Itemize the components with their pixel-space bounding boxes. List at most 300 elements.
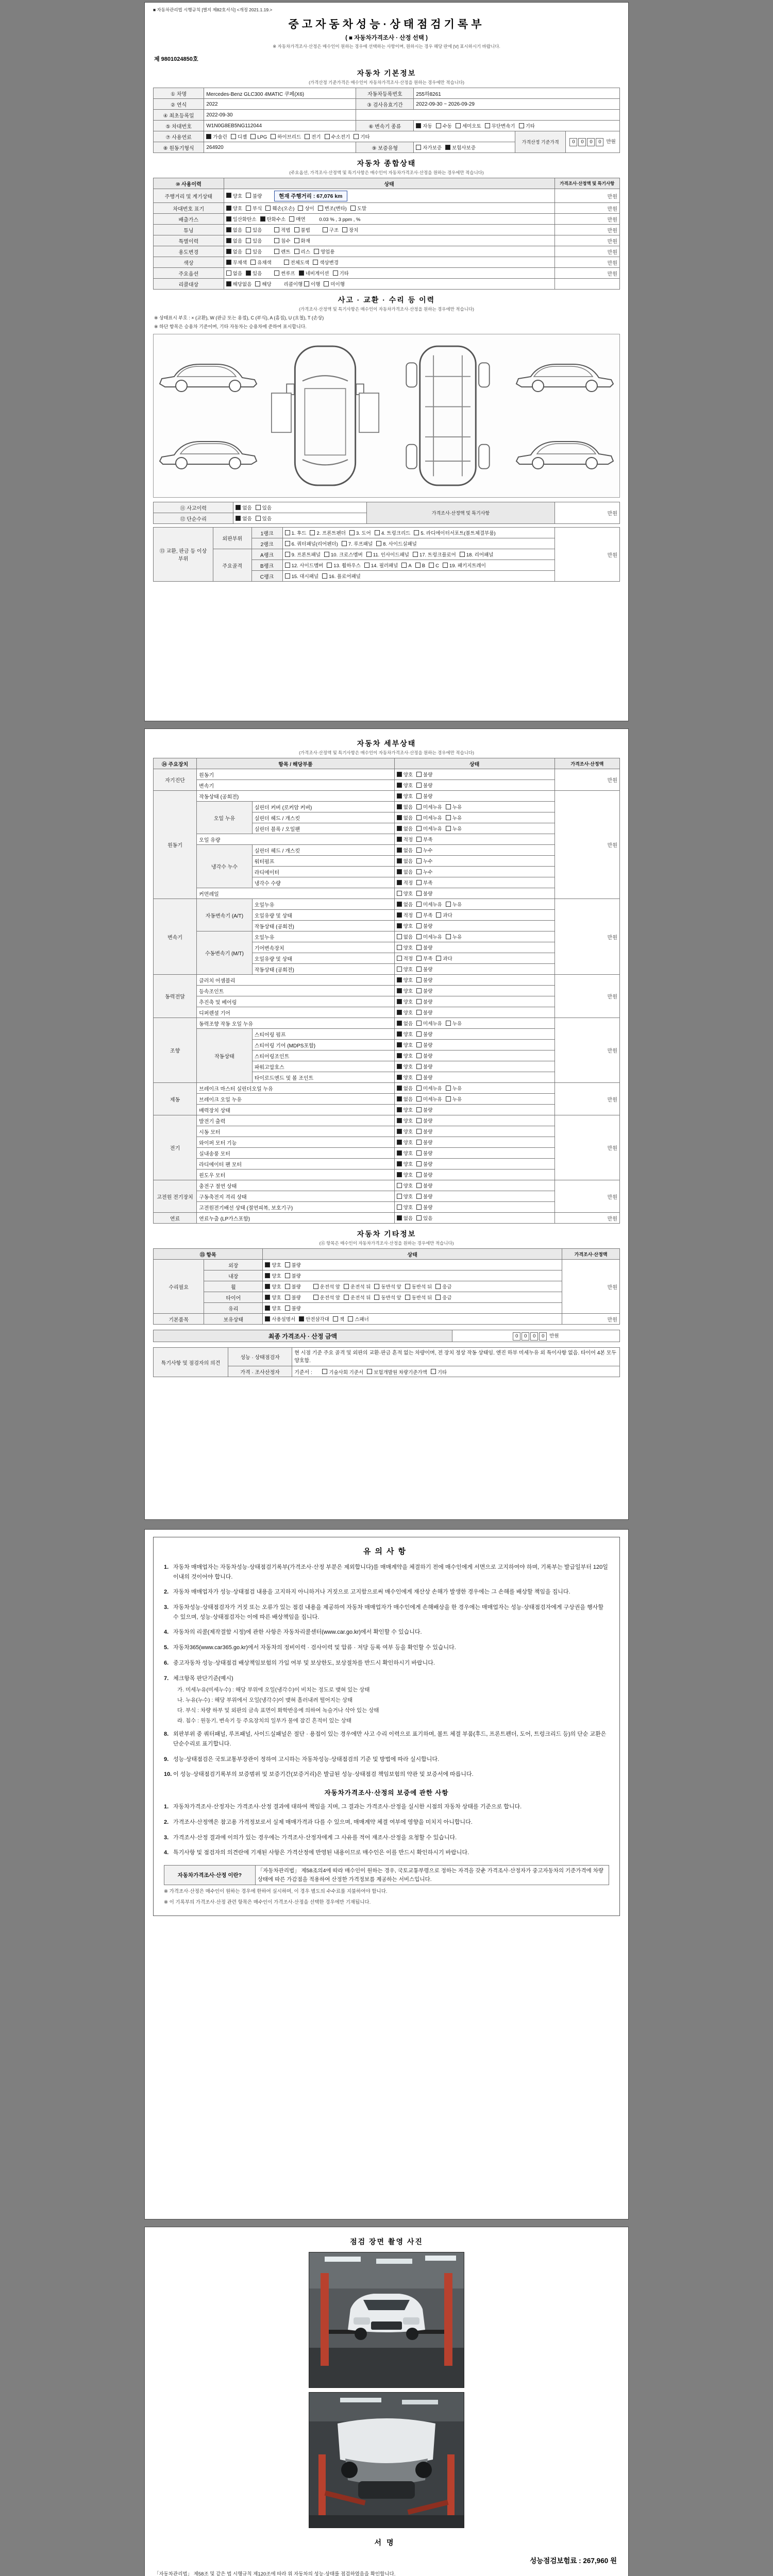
checkbox-option[interactable] [397,1139,413,1146]
checkbox-option[interactable] [456,122,481,129]
checkbox-option[interactable] [285,540,338,547]
checkbox-unchecked-icon[interactable] [304,281,309,286]
checkbox-unchecked-icon[interactable] [446,826,451,831]
checkbox-checked-icon[interactable] [397,1021,402,1026]
checkbox-option[interactable] [429,562,439,569]
checkbox-option[interactable] [416,901,442,908]
checkbox-option[interactable] [397,987,413,994]
checkbox-unchecked-icon[interactable] [416,1075,422,1080]
checkbox-unchecked-icon[interactable] [416,902,422,907]
checkbox-unchecked-icon[interactable] [405,1295,410,1300]
checkbox-unchecked-icon[interactable] [397,956,402,961]
checkbox-unchecked-icon[interactable] [416,1086,422,1091]
checkbox-option[interactable] [446,825,462,832]
checkbox-option[interactable] [397,1095,413,1103]
checkbox-option[interactable] [299,269,329,277]
checkbox-option[interactable] [397,1030,413,1038]
checkbox-unchecked-icon[interactable] [285,1262,290,1267]
checkbox-checked-icon[interactable] [397,772,402,777]
checkbox-option[interactable] [324,551,363,558]
checkbox-option[interactable] [415,562,425,569]
checkbox-option[interactable] [285,1261,301,1268]
checkbox-checked-icon[interactable] [226,193,231,198]
checkbox-option[interactable] [350,205,366,212]
checkbox-unchecked-icon[interactable] [250,260,256,265]
checkbox-option[interactable] [226,248,242,255]
checkbox-unchecked-icon[interactable] [416,988,422,993]
checkbox-unchecked-icon[interactable] [367,1369,372,1374]
checkbox-option[interactable] [416,944,432,951]
checkbox-checked-icon[interactable] [397,1215,402,1221]
checkbox-option[interactable] [327,562,361,569]
checkbox-option[interactable] [246,226,262,233]
checkbox-option[interactable] [397,1074,413,1081]
checkbox-unchecked-icon[interactable] [285,1273,290,1278]
checkbox-option[interactable] [397,911,413,919]
checkbox-unchecked-icon[interactable] [416,826,422,831]
checkbox-option[interactable] [446,901,462,908]
checkbox-option[interactable] [313,259,339,266]
checkbox-option[interactable] [416,803,442,810]
checkbox-option[interactable] [416,825,442,832]
checkbox-unchecked-icon[interactable] [350,206,356,211]
checkbox-unchecked-icon[interactable] [416,1053,422,1058]
checkbox-option[interactable] [265,205,294,212]
checkbox-option[interactable] [255,280,271,287]
checkbox-checked-icon[interactable] [226,281,231,286]
checkbox-option[interactable] [256,504,272,511]
checkbox-unchecked-icon[interactable] [416,1183,422,1188]
checkbox-checked-icon[interactable] [397,1118,402,1123]
checkbox-option[interactable] [325,133,350,140]
checkbox-option[interactable] [401,562,411,569]
checkbox-unchecked-icon[interactable] [327,563,332,568]
checkbox-unchecked-icon[interactable] [265,206,271,211]
checkbox-option[interactable] [298,205,314,212]
checkbox-unchecked-icon[interactable] [397,1194,402,1199]
checkbox-option[interactable] [285,529,307,536]
checkbox-unchecked-icon[interactable] [344,1295,349,1300]
checkbox-checked-icon[interactable] [397,1161,402,1166]
checkbox-unchecked-icon[interactable] [416,1031,422,1037]
checkbox-option[interactable] [284,259,310,266]
checkbox-option[interactable] [416,814,442,821]
checkbox-unchecked-icon[interactable] [416,1107,422,1112]
checkbox-checked-icon[interactable] [397,1107,402,1112]
checkbox-option[interactable] [416,1106,432,1113]
checkbox-unchecked-icon[interactable] [416,1215,422,1221]
checkbox-option[interactable] [324,280,345,287]
checkbox-option[interactable] [416,1009,432,1016]
checkbox-option[interactable] [265,1283,281,1290]
checkbox-option[interactable] [246,237,262,244]
checkbox-checked-icon[interactable] [397,902,402,907]
checkbox-unchecked-icon[interactable] [416,1118,422,1123]
checkbox-option[interactable] [299,1315,329,1323]
checkbox-option[interactable] [416,1128,432,1135]
checkbox-unchecked-icon[interactable] [436,912,441,918]
checkbox-unchecked-icon[interactable] [324,281,329,286]
checkbox-unchecked-icon[interactable] [250,134,256,139]
checkbox-option[interactable] [322,1368,363,1376]
checkbox-option[interactable] [265,1304,281,1312]
checkbox-option[interactable] [436,955,452,962]
checkbox-option[interactable] [250,259,272,266]
checkbox-unchecked-icon[interactable] [416,934,422,939]
checkbox-option[interactable] [416,998,432,1005]
checkbox-option[interactable] [285,1272,301,1279]
checkbox-unchecked-icon[interactable] [374,1295,379,1300]
checkbox-unchecked-icon[interactable] [342,541,347,546]
checkbox-option[interactable] [375,529,410,536]
checkbox-checked-icon[interactable] [397,1075,402,1080]
checkbox-option[interactable] [226,192,242,199]
checkbox-option[interactable] [416,879,432,886]
checkbox-option[interactable] [313,1294,340,1301]
checkbox-unchecked-icon[interactable] [322,573,327,579]
checkbox-option[interactable] [397,1117,413,1124]
checkbox-option[interactable] [397,922,413,929]
checkbox-option[interactable] [285,562,324,569]
checkbox-checked-icon[interactable] [397,826,402,831]
checkbox-unchecked-icon[interactable] [397,1183,402,1188]
checkbox-option[interactable] [397,890,413,897]
checkbox-option[interactable] [289,215,305,223]
checkbox-option[interactable] [416,857,432,865]
checkbox-unchecked-icon[interactable] [314,249,319,254]
checkbox-option[interactable] [271,133,301,140]
checkbox-option[interactable] [397,803,413,810]
checkbox-unchecked-icon[interactable] [231,134,236,139]
checkbox-option[interactable] [416,933,442,940]
checkbox-unchecked-icon[interactable] [416,1010,422,1015]
checkbox-option[interactable] [294,237,310,244]
checkbox-checked-icon[interactable] [226,227,231,232]
checkbox-option[interactable] [397,933,413,940]
checkbox-option[interactable] [416,1214,432,1222]
checkbox-option[interactable] [460,551,494,558]
checkbox-checked-icon[interactable] [226,249,231,254]
checkbox-unchecked-icon[interactable] [246,193,251,198]
checkbox-unchecked-icon[interactable] [374,1284,379,1289]
checkbox-option[interactable] [436,122,452,129]
checkbox-unchecked-icon[interactable] [401,563,407,568]
checkbox-option[interactable] [446,814,462,821]
checkbox-unchecked-icon[interactable] [285,1306,290,1311]
checkbox-option[interactable] [364,562,398,569]
checkbox-unchecked-icon[interactable] [416,923,422,928]
checkbox-option[interactable] [397,901,413,908]
checkbox-unchecked-icon[interactable] [285,530,290,535]
checkbox-option[interactable] [446,1084,462,1092]
checkbox-option[interactable] [416,1182,432,1189]
checkbox-option[interactable] [397,1160,413,1167]
checkbox-option[interactable] [446,1020,462,1027]
checkbox-unchecked-icon[interactable] [397,891,402,896]
checkbox-checked-icon[interactable] [299,270,304,276]
checkbox-option[interactable] [294,248,310,255]
checkbox-unchecked-icon[interactable] [274,238,279,243]
checkbox-option[interactable] [416,122,432,129]
checkbox-option[interactable] [285,1294,301,1301]
checkbox-unchecked-icon[interactable] [456,123,461,128]
checkbox-option[interactable] [397,944,413,951]
checkbox-option[interactable] [416,1139,432,1146]
checkbox-option[interactable] [397,857,413,865]
checkbox-unchecked-icon[interactable] [443,563,448,568]
checkbox-option[interactable] [397,1106,413,1113]
checkbox-unchecked-icon[interactable] [446,902,451,907]
checkbox-unchecked-icon[interactable] [416,1129,422,1134]
checkbox-checked-icon[interactable] [226,260,231,265]
checkbox-option[interactable] [416,792,432,800]
checkbox-unchecked-icon[interactable] [313,260,318,265]
checkbox-option[interactable] [344,1294,371,1301]
checkbox-unchecked-icon[interactable] [285,563,290,568]
checkbox-option[interactable] [416,1193,432,1200]
checkbox-unchecked-icon[interactable] [313,1295,318,1300]
checkbox-option[interactable] [405,1294,432,1301]
checkbox-unchecked-icon[interactable] [344,1284,349,1289]
checkbox-unchecked-icon[interactable] [446,1086,451,1091]
checkbox-unchecked-icon[interactable] [416,1205,422,1210]
checkbox-option[interactable] [416,1160,432,1167]
checkbox-checked-icon[interactable] [397,1086,402,1091]
checkbox-option[interactable] [342,226,358,233]
checkbox-unchecked-icon[interactable] [285,1284,290,1289]
checkbox-option[interactable] [446,803,462,810]
checkbox-checked-icon[interactable] [397,1064,402,1069]
checkbox-option[interactable] [274,237,290,244]
checkbox-option[interactable] [313,1283,340,1290]
checkbox-checked-icon[interactable] [246,270,251,276]
checkbox-option[interactable] [416,1117,432,1124]
checkbox-option[interactable] [367,1368,427,1376]
checkbox-option[interactable] [519,122,535,129]
checkbox-option[interactable] [416,955,432,962]
checkbox-option[interactable] [416,846,432,854]
checkbox-unchecked-icon[interactable] [431,1369,436,1374]
checkbox-option[interactable] [304,280,320,287]
checkbox-checked-icon[interactable] [397,793,402,799]
checkbox-option[interactable] [485,122,515,129]
checkbox-option[interactable] [318,205,347,212]
checkbox-option[interactable] [250,133,267,140]
checkbox-option[interactable] [397,792,413,800]
checkbox-option[interactable] [416,965,432,973]
checkbox-unchecked-icon[interactable] [305,134,310,139]
checkbox-unchecked-icon[interactable] [246,206,251,211]
checkbox-unchecked-icon[interactable] [416,783,422,788]
checkbox-option[interactable] [397,1084,413,1092]
checkbox-option[interactable] [414,529,495,536]
checkbox-option[interactable] [416,1052,432,1059]
checkbox-unchecked-icon[interactable] [519,123,524,128]
checkbox-option[interactable] [348,1315,369,1323]
checkbox-option[interactable] [206,133,227,140]
checkbox-checked-icon[interactable] [397,783,402,788]
checkbox-unchecked-icon[interactable] [294,238,299,243]
checkbox-option[interactable] [285,572,319,580]
checkbox-checked-icon[interactable] [397,1042,402,1047]
checkbox-option[interactable] [285,551,321,558]
checkbox-option[interactable] [397,1009,413,1016]
checkbox-unchecked-icon[interactable] [416,804,422,809]
checkbox-unchecked-icon[interactable] [285,573,290,579]
checkbox-option[interactable] [416,1171,432,1178]
checkbox-option[interactable] [265,1315,295,1323]
checkbox-checked-icon[interactable] [397,1150,402,1156]
checkbox-option[interactable] [333,269,349,277]
checkbox-option[interactable] [397,846,413,854]
checkbox-option[interactable] [416,1020,442,1027]
checkbox-unchecked-icon[interactable] [366,552,372,557]
checkbox-unchecked-icon[interactable] [364,563,369,568]
checkbox-option[interactable] [397,1128,413,1135]
checkbox-option[interactable] [374,1283,401,1290]
checkbox-option[interactable] [397,1182,413,1189]
checkbox-option[interactable] [323,226,339,233]
checkbox-unchecked-icon[interactable] [446,934,451,939]
checkbox-unchecked-icon[interactable] [294,227,299,232]
checkbox-unchecked-icon[interactable] [323,227,328,232]
checkbox-option[interactable] [416,1063,432,1070]
checkbox-option[interactable] [397,879,413,886]
checkbox-unchecked-icon[interactable] [416,945,422,950]
checkbox-option[interactable] [349,529,371,536]
checkbox-unchecked-icon[interactable] [416,1021,422,1026]
checkbox-checked-icon[interactable] [397,977,402,982]
checkbox-unchecked-icon[interactable] [416,837,422,842]
checkbox-option[interactable] [226,280,252,287]
checkbox-option[interactable] [416,782,432,789]
checkbox-unchecked-icon[interactable] [416,1140,422,1145]
checkbox-checked-icon[interactable] [226,206,231,211]
checkbox-checked-icon[interactable] [397,1172,402,1177]
checkbox-unchecked-icon[interactable] [310,530,315,535]
checkbox-option[interactable] [260,215,286,223]
checkbox-checked-icon[interactable] [397,1140,402,1145]
checkbox-checked-icon[interactable] [397,1031,402,1037]
checkbox-unchecked-icon[interactable] [285,1295,290,1300]
checkbox-checked-icon[interactable] [397,912,402,918]
checkbox-option[interactable] [226,237,242,244]
checkbox-option[interactable] [294,226,310,233]
checkbox-checked-icon[interactable] [260,216,265,222]
checkbox-option[interactable] [446,933,462,940]
checkbox-option[interactable] [265,1261,281,1268]
checkbox-checked-icon[interactable] [445,145,450,150]
checkbox-option[interactable] [376,540,417,547]
checkbox-unchecked-icon[interactable] [333,270,338,276]
checkbox-option[interactable] [366,551,409,558]
checkbox-option[interactable] [416,868,432,875]
checkbox-unchecked-icon[interactable] [446,1021,451,1026]
checkbox-option[interactable] [416,1149,432,1157]
checkbox-unchecked-icon[interactable] [416,793,422,799]
checkbox-unchecked-icon[interactable] [416,858,422,863]
checkbox-unchecked-icon[interactable] [416,1096,422,1101]
checkbox-option[interactable] [416,1041,432,1048]
checkbox-unchecked-icon[interactable] [313,1284,318,1289]
checkbox-option[interactable] [397,771,413,778]
checkbox-option[interactable] [413,551,456,558]
checkbox-option[interactable] [226,215,257,223]
checkbox-unchecked-icon[interactable] [246,249,251,254]
checkbox-option[interactable] [246,192,262,199]
checkbox-option[interactable] [405,1283,432,1290]
checkbox-option[interactable] [333,1315,344,1323]
checkbox-checked-icon[interactable] [397,804,402,809]
checkbox-option[interactable] [314,248,335,255]
checkbox-unchecked-icon[interactable] [416,999,422,1004]
checkbox-option[interactable] [397,782,413,789]
checkbox-unchecked-icon[interactable] [416,1042,422,1047]
checkbox-option[interactable] [397,955,413,962]
checkbox-option[interactable] [246,248,262,255]
checkbox-option[interactable] [416,987,432,994]
checkbox-option[interactable] [285,1304,301,1312]
checkbox-unchecked-icon[interactable] [342,227,347,232]
checkbox-unchecked-icon[interactable] [348,1316,353,1321]
checkbox-unchecked-icon[interactable] [405,1284,410,1289]
checkbox-option[interactable] [416,890,432,897]
checkbox-unchecked-icon[interactable] [271,134,276,139]
checkbox-checked-icon[interactable] [206,134,211,139]
checkbox-unchecked-icon[interactable] [255,281,260,286]
checkbox-unchecked-icon[interactable] [318,206,323,211]
checkbox-option[interactable] [256,515,272,522]
checkbox-unchecked-icon[interactable] [435,1295,441,1300]
checkbox-unchecked-icon[interactable] [376,541,381,546]
checkbox-checked-icon[interactable] [397,1129,402,1134]
checkbox-option[interactable] [435,1294,451,1301]
checkbox-option[interactable] [416,144,442,151]
checkbox-option[interactable] [310,529,345,536]
checkbox-checked-icon[interactable] [265,1316,270,1321]
checkbox-option[interactable] [416,911,432,919]
checkbox-unchecked-icon[interactable] [298,206,303,211]
checkbox-option[interactable] [397,1171,413,1178]
checkbox-unchecked-icon[interactable] [485,123,490,128]
checkbox-unchecked-icon[interactable] [446,804,451,809]
checkbox-option[interactable] [397,814,413,821]
checkbox-option[interactable] [236,504,251,511]
checkbox-option[interactable] [274,269,295,277]
checkbox-option[interactable] [397,1149,413,1157]
checkbox-unchecked-icon[interactable] [416,977,422,982]
checkbox-option[interactable] [226,226,242,233]
checkbox-option[interactable] [344,1283,371,1290]
checkbox-option[interactable] [397,1052,413,1059]
checkbox-option[interactable] [231,133,247,140]
checkbox-unchecked-icon[interactable] [397,967,402,972]
checkbox-option[interactable] [416,1074,432,1081]
checkbox-option[interactable] [446,1095,462,1103]
checkbox-option[interactable] [274,248,290,255]
checkbox-checked-icon[interactable] [397,880,402,885]
checkbox-checked-icon[interactable] [397,1096,402,1101]
checkbox-option[interactable] [416,836,432,843]
checkbox-option[interactable] [265,1272,281,1279]
checkbox-unchecked-icon[interactable] [349,530,355,535]
checkbox-option[interactable] [397,998,413,1005]
checkbox-option[interactable] [397,825,413,832]
checkbox-option[interactable] [226,269,242,277]
checkbox-checked-icon[interactable] [226,238,231,243]
checkbox-unchecked-icon[interactable] [256,505,261,510]
checkbox-option[interactable] [354,133,369,140]
